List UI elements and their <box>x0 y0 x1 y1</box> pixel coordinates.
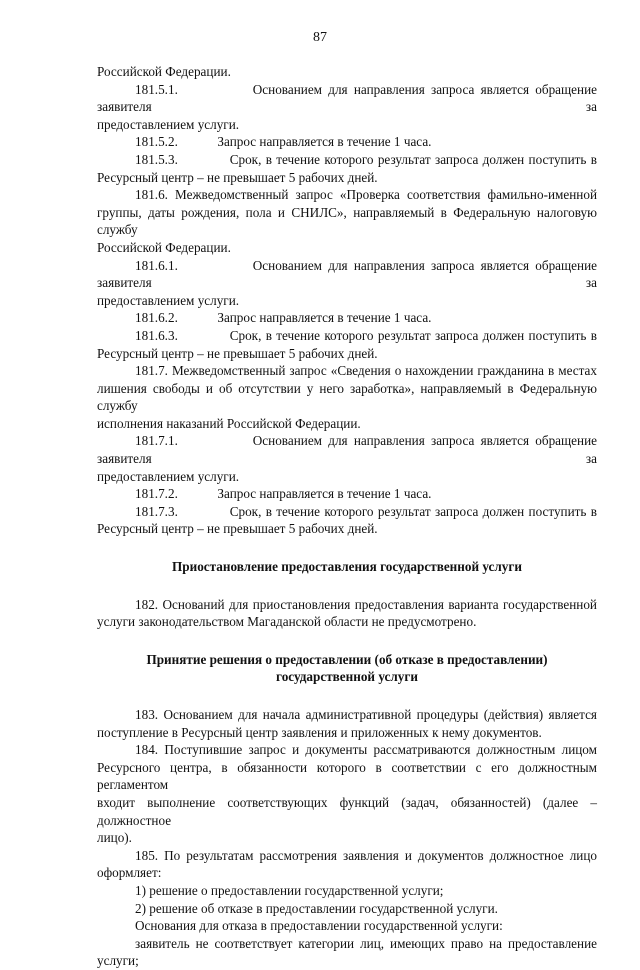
clause-text: предоставлением услуги. <box>97 468 240 484</box>
clause-text: Срок, в течение которого результат запроса должен поступить в <box>229 503 597 519</box>
clause-number: 181.7.2. <box>135 486 178 502</box>
refusal-ground <box>97 935 597 970</box>
clause-text: оформляет: <box>97 865 162 881</box>
clause-184 <box>97 741 597 847</box>
spacer <box>97 631 597 651</box>
clause-181-7-2 <box>97 485 597 503</box>
clause-text: исполнения наказаний Российской Федерации. <box>97 415 361 431</box>
clause-text: Основанием для направления запроса является обращение заявителя за <box>97 257 598 291</box>
clause-number: 181.6.3. <box>135 327 178 343</box>
clause-text: Запрос направляется в течение 1 часа. <box>217 134 432 150</box>
clause-182 <box>97 596 597 631</box>
clause-text: Запрос направляется в течение 1 часа. <box>217 486 432 502</box>
clause-text: входит выполнение соответствующих функций (задач, обязанностей) (далее – должностное <box>97 794 597 828</box>
spacer <box>97 576 597 596</box>
clause-text: лицо). <box>97 830 132 846</box>
section-heading-decision: Принятие решения о предоставлении (об отказе в предоставлении) <box>146 651 548 667</box>
clause-text: Срок, в течение которого результат запроса должен поступить в <box>229 151 597 167</box>
clause-number: 181.7.3. <box>135 503 178 519</box>
clause-183 <box>97 706 597 741</box>
clause-text: 183. Основанием для начала административной процедуры (действия) является <box>135 707 597 722</box>
clause-text: группы, даты рождения, пола и СНИЛС», направляемый в Федеральную налоговую службу <box>97 204 597 238</box>
clause-text: предоставлением услуги. <box>97 292 240 308</box>
paragraph-continuation: Российской Федерации. <box>97 64 231 79</box>
clause-181-6-2 <box>97 309 597 327</box>
clause-text: Ресурсный центр – не превышает 5 рабочих дней. <box>97 521 378 537</box>
clause-185 <box>97 847 597 882</box>
clause-181-5-2 <box>97 133 597 151</box>
clause-text: Запрос направляется в течение 1 часа. <box>217 310 432 326</box>
spacer <box>97 538 597 558</box>
clause-181-5-3 <box>97 151 597 186</box>
clause-number: 181.5.1. <box>135 81 178 97</box>
clause-181-7-3 <box>97 503 597 538</box>
clause-181-5-1 <box>97 81 597 134</box>
page-number: 87 <box>313 30 327 45</box>
clause-text: лишения свободы и об отсутствии у него заработка», направляемый в Федеральную службу <box>97 380 597 414</box>
clause-text: 181.7. Межведомственный запрос «Сведения о нахождении гражданина в местах <box>135 363 597 379</box>
clause-text: предоставлением услуги. <box>97 116 240 132</box>
document-body <box>97 63 597 970</box>
list-item: 2) решение об отказе в предоставлении государственной услуги. <box>135 900 498 916</box>
spacer <box>97 686 597 706</box>
clause-number: 181.7.1. <box>135 433 178 449</box>
clause-181-7 <box>97 362 597 432</box>
clause-number: 181.6.2. <box>135 310 178 326</box>
clause-text: Ресурсный центр – не превышает 5 рабочих дней. <box>97 345 378 361</box>
section-heading-suspension: Приостановление предоставления государственной услуги <box>172 559 522 575</box>
list-item: 1) решение о предоставлении государственной услуги; <box>135 882 444 898</box>
section-heading-decision-line2: государственной услуги <box>276 669 418 685</box>
clause-text: Основанием для направления запроса является обращение заявителя за <box>97 81 598 115</box>
clause-text: услуги законодательством Магаданской области не предусмотрено. <box>97 614 477 630</box>
clause-text: 185. По результатам рассмотрения заявления и документов должностное лицо <box>135 847 597 863</box>
clause-text: заявитель не соответствует категории лиц, имеющих право на предоставление <box>135 935 597 951</box>
clause-text: поступление в Ресурсный центр заявления и приложенных к нему документов. <box>97 724 542 740</box>
clause-number: 181.6.1. <box>135 257 178 273</box>
clause-181-6-1 <box>97 257 597 310</box>
clause-181-7-1 <box>97 432 597 485</box>
clause-text: Срок, в течение которого результат запроса должен поступить в <box>229 327 597 343</box>
clause-text: 182. Оснований для приостановления предоставления варианта государственной <box>135 596 597 612</box>
clause-text: Основанием для направления запроса является обращение заявителя за <box>97 433 598 467</box>
clause-text: 184. Поступившие запрос и документы рассматриваются должностным лицом <box>135 742 597 758</box>
clause-number: 181.5.2. <box>135 134 178 150</box>
clause-text: Ресурсный центр – не превышает 5 рабочих дней. <box>97 169 378 185</box>
clause-text: услуги; <box>97 953 139 969</box>
clause-text: Российской Федерации. <box>97 239 231 255</box>
paragraph: Основания для отказа в предоставлении государственной услуги: <box>135 918 503 934</box>
clause-text: Ресурсного центра, в обязанности которого в соответствии с его должностным регламентом <box>97 759 597 793</box>
clause-181-6 <box>97 186 597 256</box>
clause-number: 181.5.3. <box>135 151 178 167</box>
clause-181-6-3 <box>97 327 597 362</box>
clause-text: 181.6. Межведомственный запрос «Проверка соответствия фамильно-именной <box>135 187 597 203</box>
